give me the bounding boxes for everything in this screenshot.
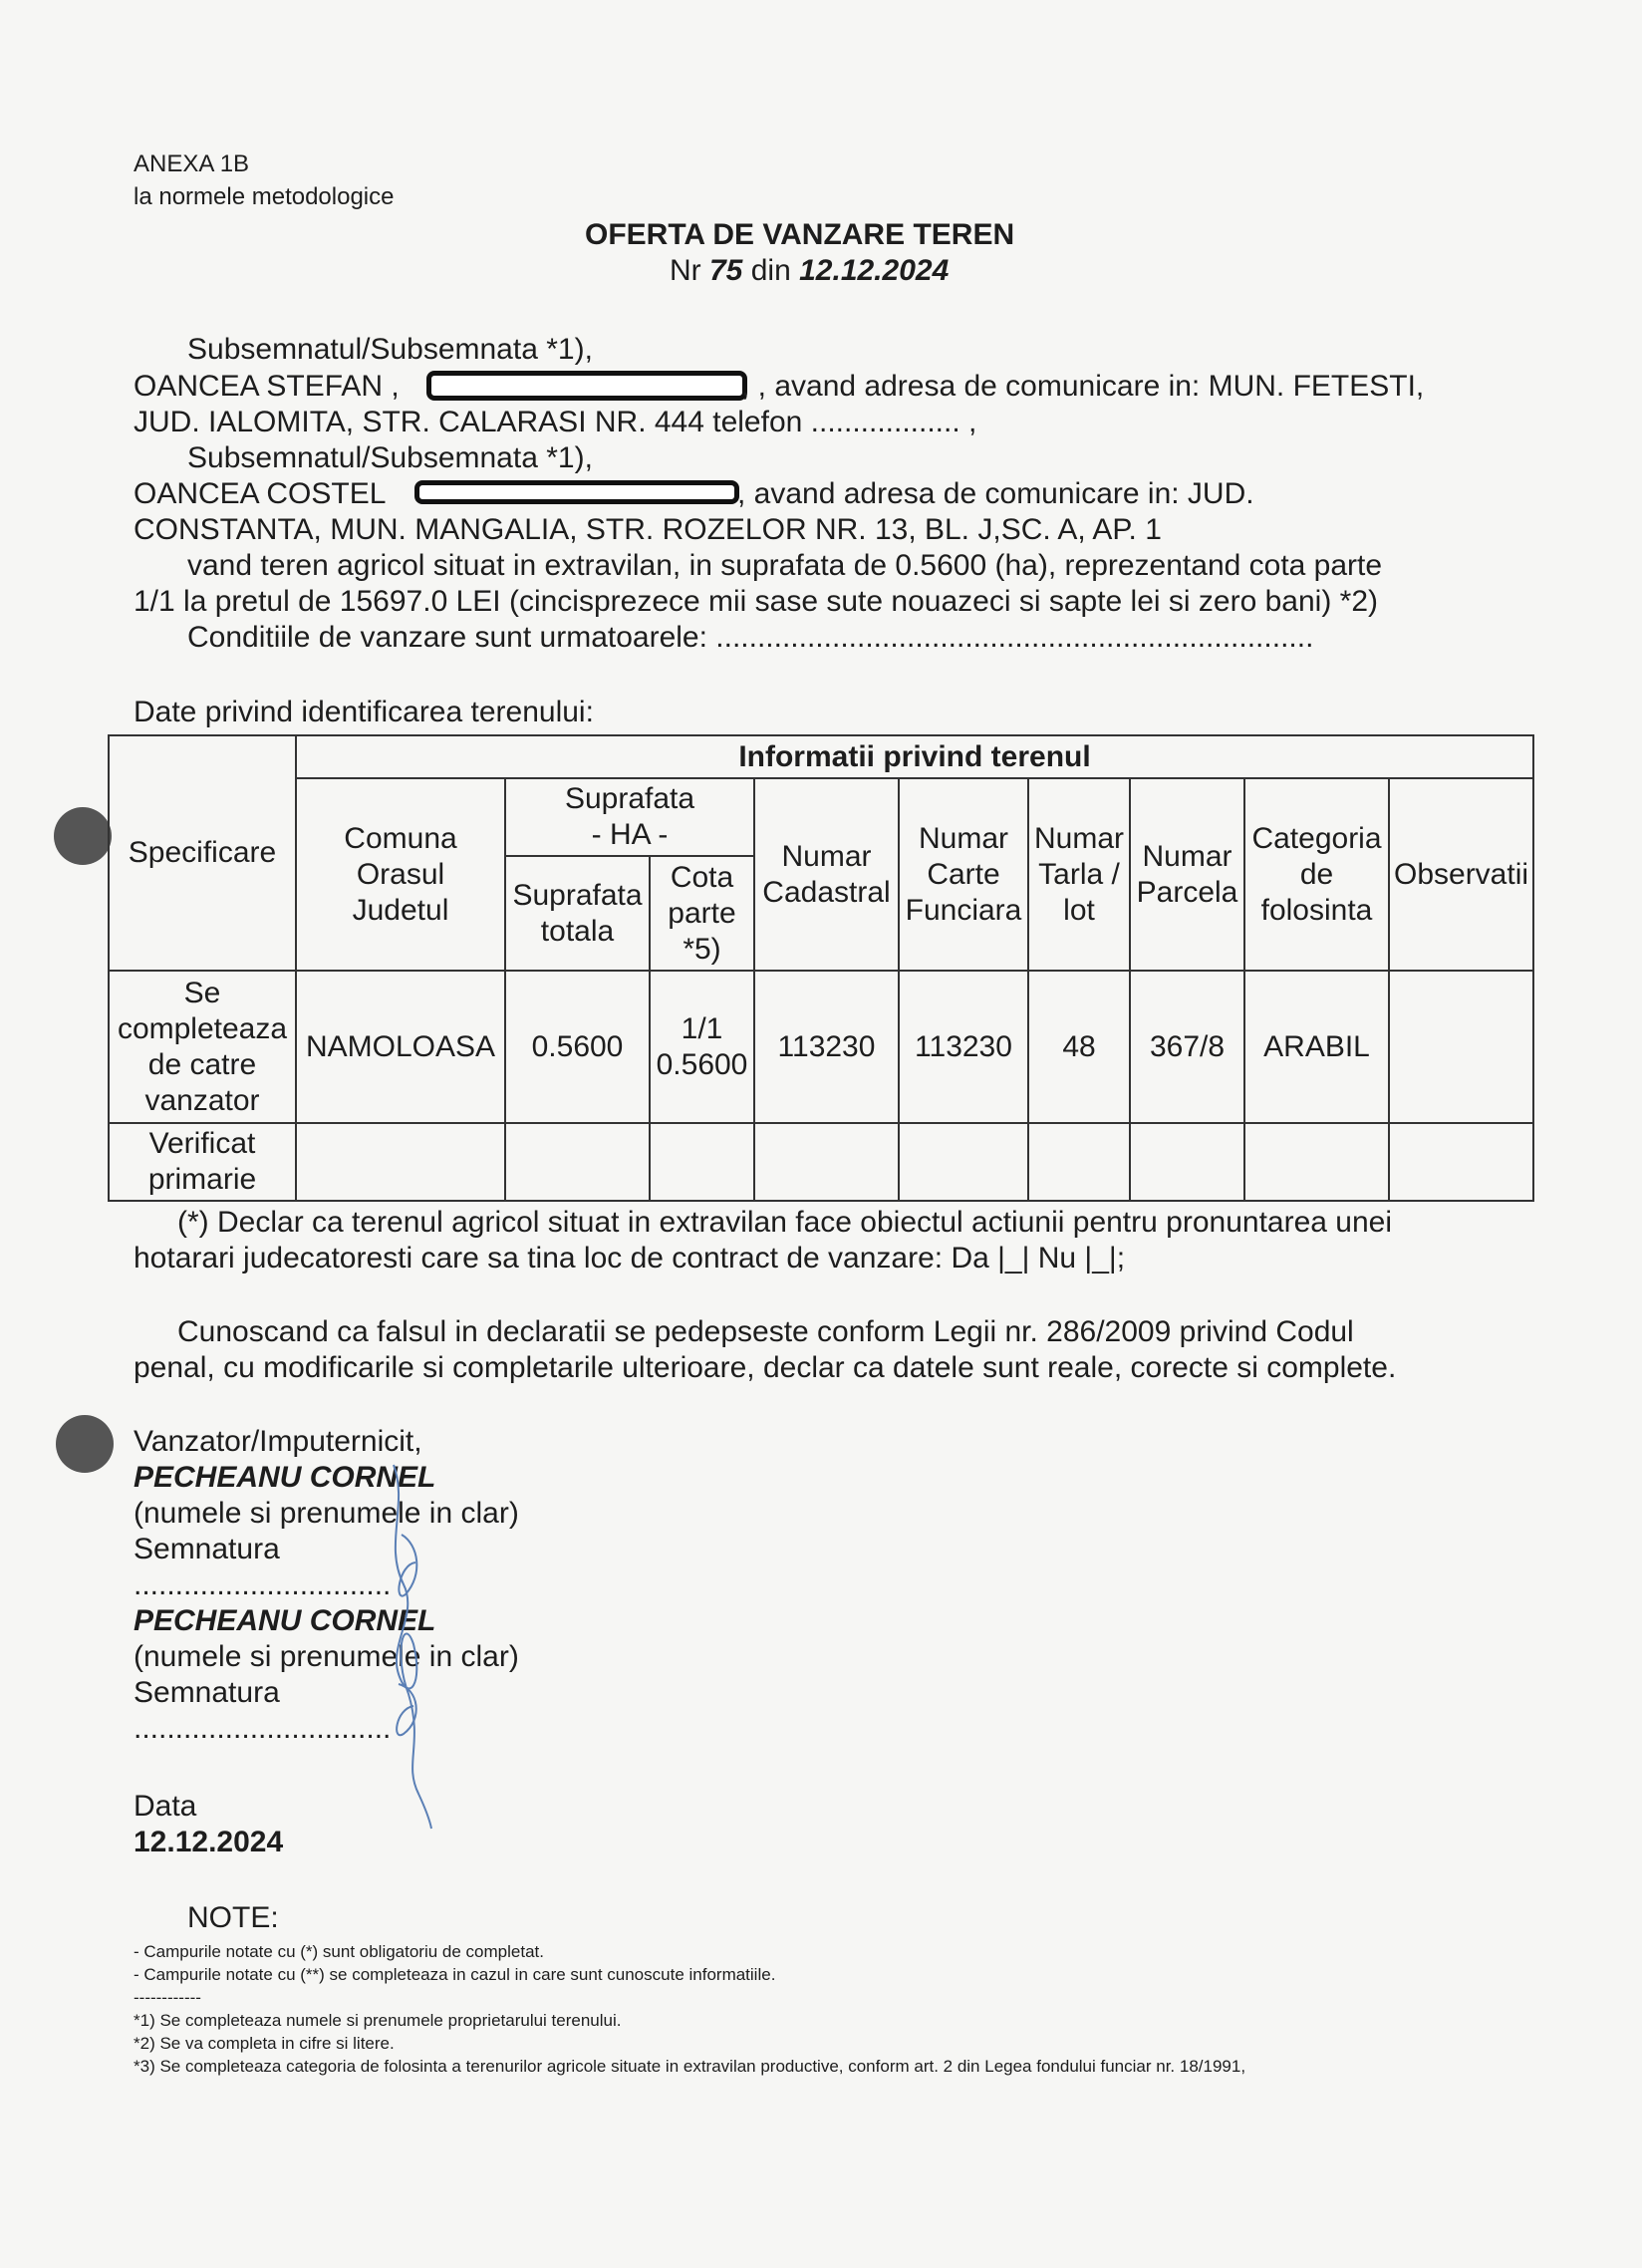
data-label: Data (134, 1790, 197, 1823)
empty-cell (1389, 1123, 1533, 1201)
normele-label: la normele metodologice (134, 183, 395, 210)
note-item: *3) Se completeaza categoria de folosinta a terenurilor agricole situate in extravilan productive, conform art. 2 din Legea fondului funciar nr. 18/1991, (134, 2057, 1246, 2076)
comuna-header: Comuna Orasul Judetul (296, 778, 505, 971)
redaction-box (414, 480, 739, 504)
parcela-header: Numar Parcela (1130, 778, 1244, 971)
data-value: 12.12.2024 (134, 1826, 284, 1858)
cell-carte-funciara: 113230 (899, 971, 1028, 1123)
carte-funciara-header: Numar Carte Funciara (899, 778, 1028, 971)
redaction-box (426, 371, 747, 401)
suprafata-totala-header: Suprafata totala (505, 856, 650, 971)
punch-hole (54, 807, 112, 865)
name-caption: (numele si prenumele in clar) (134, 1640, 519, 1673)
body-line: vand teren agricol situat in extravilan, in suprafata de 0.5600 (ha), reprezentand cota parte (187, 549, 1383, 582)
seller-name: PECHEANU CORNEL (134, 1604, 436, 1637)
cell-tarla: 48 (1028, 971, 1130, 1123)
vanzator-label: Vanzator/Imputernicit, (134, 1425, 422, 1458)
empty-cell (296, 1123, 505, 1201)
body-line: 1/1 la pretul de 15697.0 LEI (cincisprezece mii sase sute nouazeci si sapte lei si zero bani) *2) (134, 585, 1378, 618)
specificare-header: Specificare (109, 735, 296, 971)
note-item: - Campurile notate cu (*) sunt obligatoriu de completat. (134, 1942, 544, 1961)
signature-label: Semnatura (134, 1676, 280, 1709)
notes-title: NOTE: (187, 1901, 279, 1934)
body-line: , avand adresa de comunicare in: JUD. (737, 477, 1254, 510)
cell-cota-parte: 1/1 0.5600 (650, 971, 754, 1123)
notes-list (134, 1940, 1245, 2078)
cota-parte-header: Cota parte *5) (650, 856, 754, 971)
empty-cell (650, 1123, 754, 1201)
empty-cell (754, 1123, 899, 1201)
body-line: JUD. IALOMITA, STR. CALARASI NR. 444 telefon .................. , (134, 406, 977, 438)
note-item: - Campurile notate cu (**) se completeaza in cazul in care sunt cunoscute informatiile. (134, 1965, 776, 1984)
tarla-header: Numar Tarla / lot (1028, 778, 1130, 971)
body-line: Subsemnatul/Subsemnata *1), (187, 441, 593, 474)
empty-cell (1028, 1123, 1130, 1201)
document-title: OFERTA DE VANZARE TEREN (585, 218, 1015, 251)
signature-dots: ............................... (134, 1712, 392, 1745)
note-item: *2) Se va completa in cifre si litere. (134, 2034, 395, 2053)
document-number: Nr 75 din 12.12.2024 (670, 254, 950, 287)
body-line: Subsemnatul/Subsemnata *1), (187, 333, 593, 366)
declaration-line: hotarari judecatoresti care sa tina loc de contract de vanzare: Da |_| Nu |_|; (134, 1242, 1126, 1275)
signature-label: Semnatura (134, 1533, 280, 1565)
empty-cell (1244, 1123, 1389, 1201)
body-line: , , avand adresa de comunicare in: MUN. FETESTI, (741, 370, 1425, 403)
body-line: OANCEA STEFAN , (134, 370, 400, 403)
cell-parcela: 367/8 (1130, 971, 1244, 1123)
seller-name: PECHEANU CORNEL (134, 1461, 436, 1494)
row-label-primarie: Verificat primarie (109, 1123, 296, 1201)
info-header: Informatii privind terenul (296, 735, 1533, 778)
declaration-line: Cunoscand ca falsul in declaratii se pedepseste conform Legii nr. 286/2009 privind Codul (177, 1315, 1354, 1348)
cell-observatii (1389, 971, 1533, 1123)
body-line: Conditiile de vanzare sunt urmatoarele: ........................................................................ (187, 621, 1314, 654)
note-item: *1) Se completeaza numele si prenumele proprietarului terenului. (134, 2011, 622, 2030)
cell-categoria: ARABIL (1244, 971, 1389, 1123)
suprafata-header: Suprafata - HA - (505, 778, 754, 856)
body-line: OANCEA COSTEL (134, 477, 387, 510)
cell-cadastral: 113230 (754, 971, 899, 1123)
body-line: CONSTANTA, MUN. MANGALIA, STR. ROZELOR NR. 13, BL. J,SC. A, AP. 1 (134, 513, 1162, 546)
declaration-line: penal, cu modificarile si completarile ulterioare, declar ca datele sunt reale, corecte si complete. (134, 1351, 1397, 1384)
anexa-label: ANEXA 1B (134, 150, 250, 177)
empty-cell (899, 1123, 1028, 1201)
signature-dots: ............................... (134, 1568, 392, 1601)
cell-comuna: NAMOLOASA (296, 971, 505, 1123)
empty-cell (1130, 1123, 1244, 1201)
row-label-vanzator: Se completeaza de catre vanzator (109, 971, 296, 1123)
observatii-header: Observatii (1389, 778, 1533, 971)
land-data-table (108, 734, 1534, 1202)
handwritten-signature (364, 1445, 453, 1834)
punch-hole (56, 1415, 114, 1473)
empty-cell (505, 1123, 650, 1201)
declaration-line: (*) Declar ca terenul agricol situat in extravilan face obiectul actiunii pentru pronuntarea unei (177, 1206, 1392, 1239)
cadastral-header: Numar Cadastral (754, 778, 899, 971)
categoria-header: Categoria de folosinta (1244, 778, 1389, 971)
note-separator: ------------ (134, 1988, 201, 2007)
cell-suprafata: 0.5600 (505, 971, 650, 1123)
section-label: Date privind identificarea terenului: (134, 696, 594, 728)
name-caption: (numele si prenumele in clar) (134, 1497, 519, 1530)
